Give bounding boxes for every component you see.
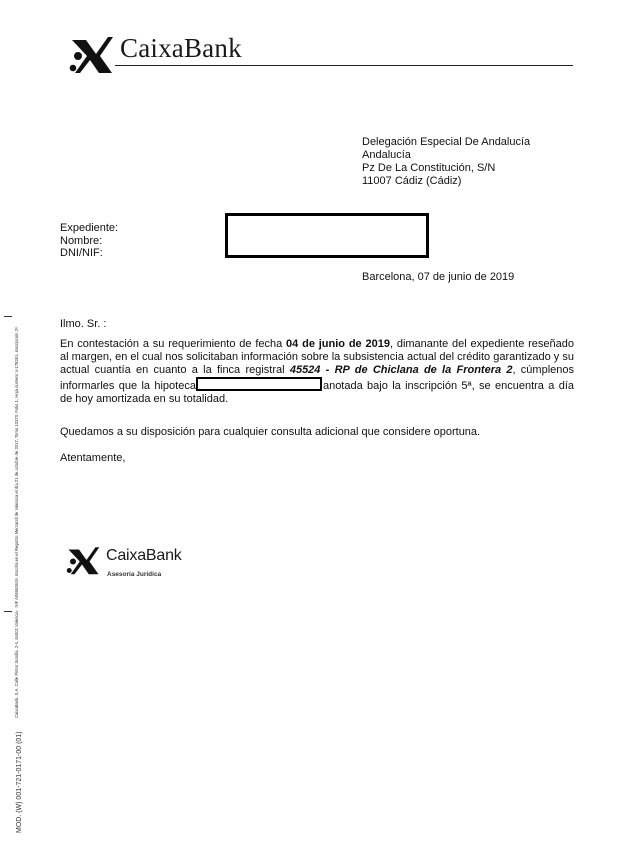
address-line: Pz De La Constitución, S/N <box>362 162 496 174</box>
body-text: , dimanante del expediente reseñado al margen, en el cual nos solicitaban información sobre la subsistencia actual del crédito garantizado y su actual cuantía en cuanto a la finca registral <box>60 338 575 376</box>
redaction-box <box>225 213 429 258</box>
margin-legal-text: CaixaBank, S.A. Calle Pintor Sorolla, 2-4, 46002 Valencia · NIF A08663619. Inscrita en el Registro Mercantil de Valencia el día 21 de octubre de 2017, Tomo 10370, Folio 1, Hoja número V-178351, inscripción 2ª. <box>14 326 19 718</box>
body-text: En contestación a su requerimiento de fecha <box>60 338 287 350</box>
request-date: 04 de junio de 2019 <box>286 338 390 350</box>
header-divider <box>115 65 573 66</box>
nombre-label: Nombre: <box>60 234 103 247</box>
address-line: Andalucía <box>362 149 411 161</box>
closing-sentence: Quedamos a su disposición para cualquier consulta adicional que considere oportuna. <box>60 426 481 438</box>
caixabank-star-small-icon <box>64 545 100 575</box>
expediente-label: Expediente: <box>60 222 119 234</box>
redaction-inline <box>196 377 322 391</box>
address-line: Delegación Especial De Andalucía <box>362 136 531 148</box>
body-paragraph <box>60 338 574 406</box>
record-labels <box>60 222 118 260</box>
letter-date: Barcelona, 07 de junio de 2019 <box>362 271 515 283</box>
fold-mark <box>4 611 12 612</box>
brand-wordmark: CaixaBank <box>120 33 242 63</box>
form-code: MOD. (W) 001-721-0171-00 (01) <box>16 731 23 833</box>
fold-mark <box>4 316 12 317</box>
salutation: Ilmo. Sr. : <box>60 318 107 330</box>
recipient-address <box>362 136 530 188</box>
caixabank-star-logo-icon <box>66 34 114 74</box>
dni-label: DNI/NIF: <box>60 247 103 259</box>
farewell: Atentamente, <box>60 452 126 464</box>
body-text: , cúmplenos informarles que la hipoteca <box>60 364 574 392</box>
address-line: 11007 Cádiz (Cádiz) <box>362 175 462 187</box>
signature-brand: CaixaBank <box>106 547 182 564</box>
body-text: anotada bajo la inscripción 5ª, se encuentra a día de hoy amortizada en su totalidad. <box>60 380 575 405</box>
finca-reference: 45524 - RP de Chiclana de la Frontera 2 <box>289 364 513 376</box>
signature-department: Asesoría Jurídica <box>107 571 162 578</box>
